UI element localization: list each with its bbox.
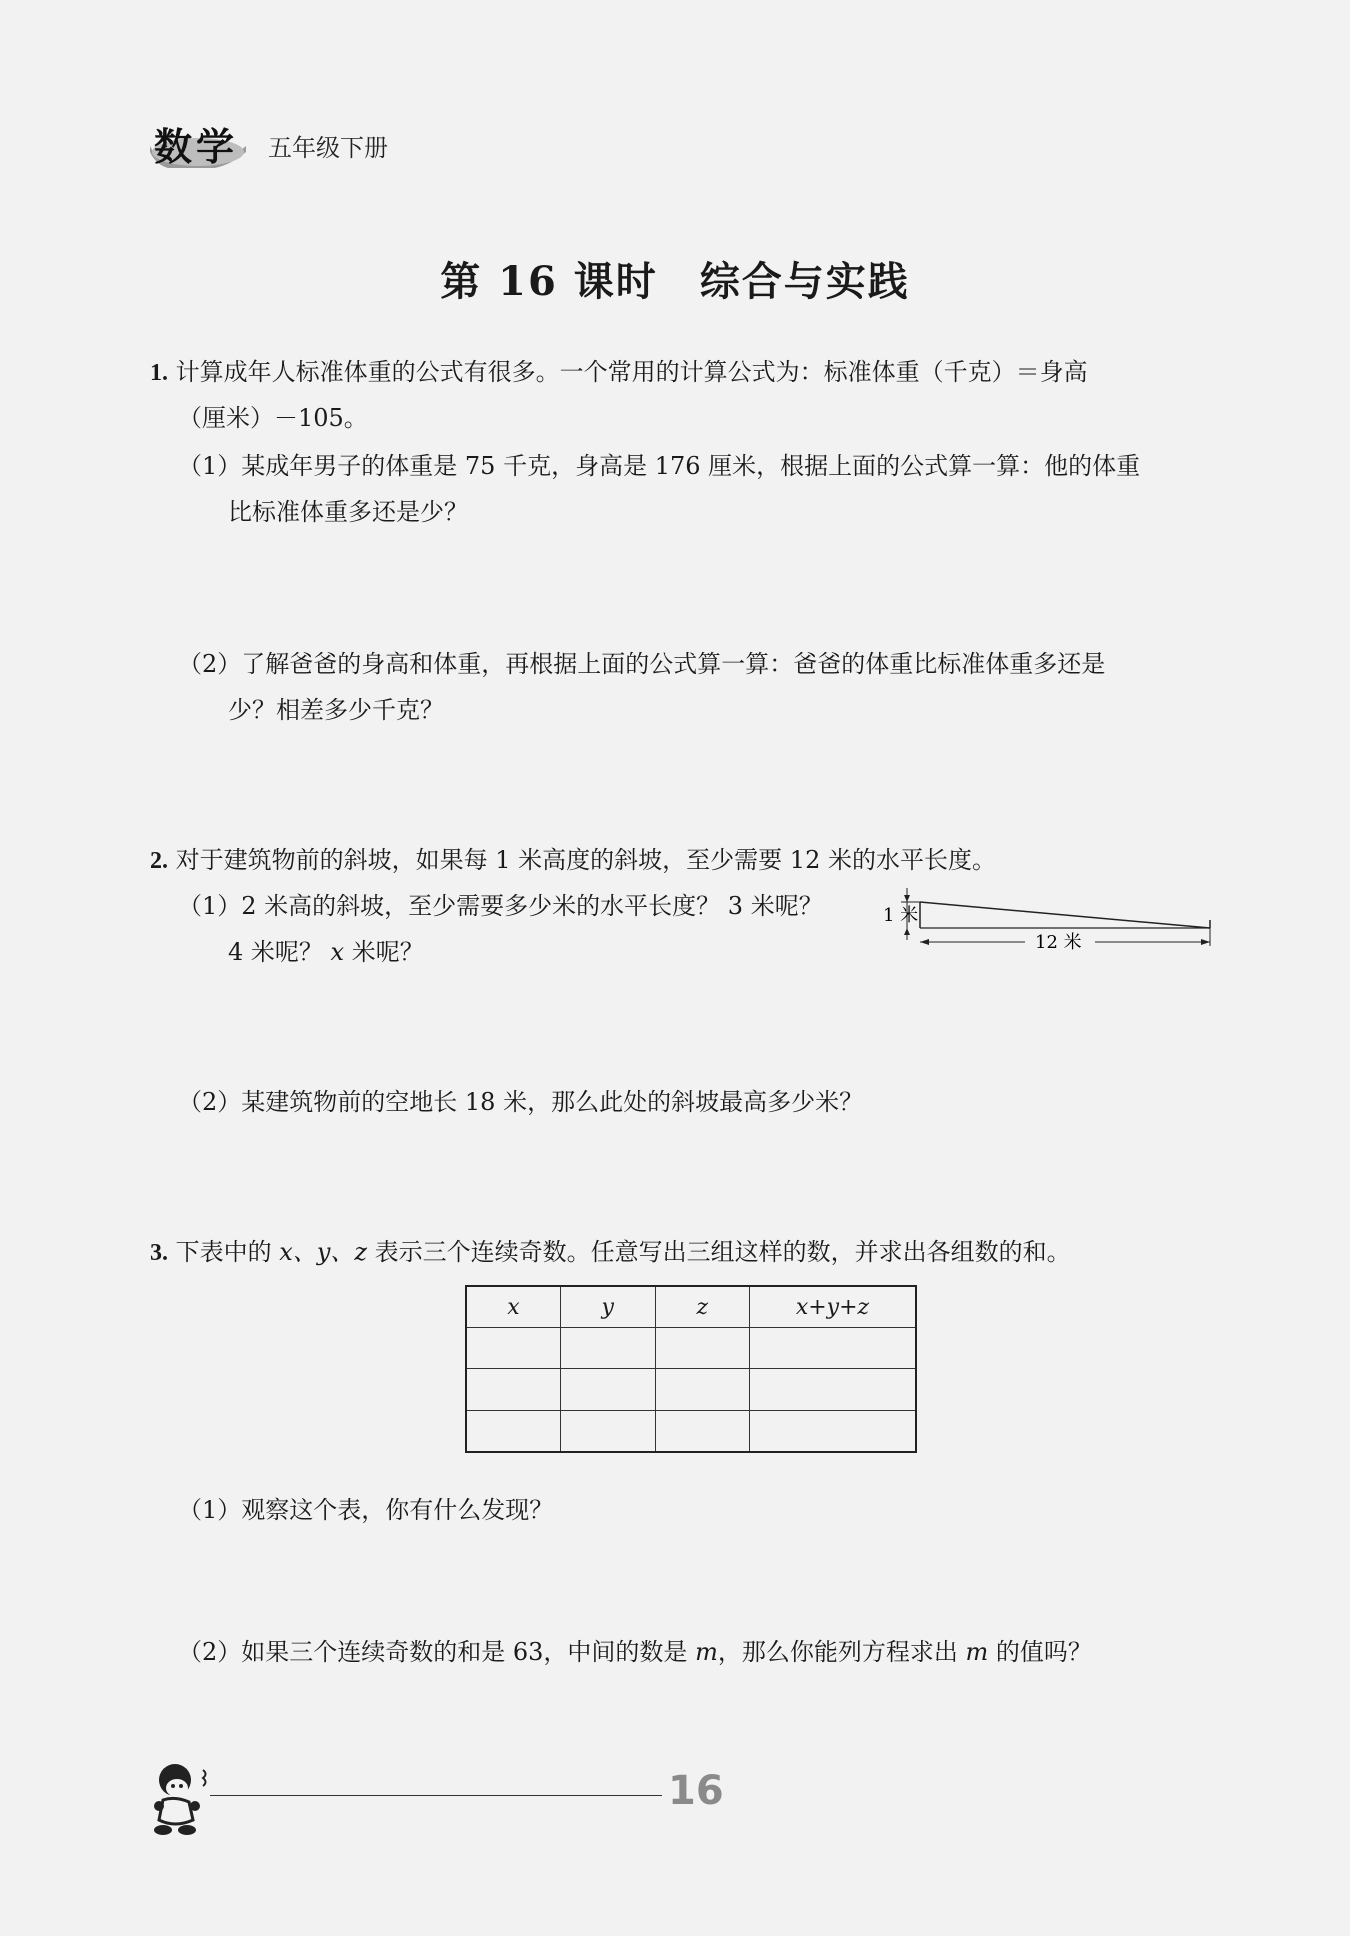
table-header-y: y [561,1286,656,1328]
q2-part1-text-a: 4 米呢？ [228,938,331,966]
table-cell[interactable] [750,1369,917,1410]
q3-variable-m: m [695,1638,718,1666]
table-cell[interactable] [466,1328,561,1369]
q2-variable-x: x [330,938,345,966]
table-cell[interactable] [466,1369,561,1410]
q2-number: 2. [150,848,168,874]
q3-number: 3. [150,1240,168,1266]
table-cell[interactable] [655,1369,750,1410]
q3-part2-text-c: 的值吗？ [988,1638,1092,1666]
subject-title: 数学 [154,125,239,169]
lesson-title: 第 16 课时 综合与实践 [440,258,910,305]
table-cell[interactable] [561,1410,656,1452]
table-row [466,1328,916,1369]
mascot-icon [145,1758,215,1838]
slope-length-label: 12 米 [1035,932,1082,950]
table-header-z: z [655,1286,750,1328]
q3-line1 [150,1232,1071,1267]
q3-part2 [178,1632,1092,1667]
q1-part1-line2: 比标准体重多还是少？ [228,498,468,526]
table-cell[interactable] [561,1369,656,1410]
q2-part1-text-b: 米呢？ [344,938,424,966]
table-cell[interactable] [655,1328,750,1369]
page-number: 16 [668,1768,724,1814]
odd-numbers-table [465,1285,917,1453]
table-row [466,1369,916,1410]
table-header-x: x [466,1286,561,1328]
grade-label: 五年级下册 [268,134,388,162]
table-cell[interactable] [466,1410,561,1452]
q3-text-b: 表示三个连续奇数。任意写出三组这样的数，并求出各组数的和。 [367,1238,1071,1266]
q3-text-a: 下表中的 [175,1238,280,1266]
q2-part1-line1: （1）2 米高的斜坡，至少需要多少米的水平长度？ 3 米呢？ [178,892,823,920]
table-cell[interactable] [655,1410,750,1452]
q1-text-line2: （厘米）－105。 [178,404,368,432]
table-header-row [466,1286,916,1328]
page-header [150,112,450,172]
q3-variables: x、y、z [279,1238,368,1266]
q1-part2-line1: （2）了解爸爸的身高和体重，再根据上面的公式算一算：爸爸的体重比标准体重多还是 [178,650,1106,678]
slope-diagram [875,880,1215,950]
table-row [466,1410,916,1452]
q2-text: 对于建筑物前的斜坡，如果每 1 米高度的斜坡，至少需要 12 米的水平长度。 [175,846,996,874]
q1-line1 [150,352,1088,387]
footer-rule [210,1795,662,1796]
q1-number: 1. [150,360,168,386]
q3-part1: （1）观察这个表，你有什么发现？ [178,1496,554,1524]
slope-height-label: 1 米 [883,905,919,926]
q2-line1 [150,840,996,875]
q1-part1-line1: （1）某成年男子的体重是 75 千克，身高是 176 厘米，根据上面的公式算一算：他的体重 [178,452,1141,480]
q3-part2-text-a: （2）如果三个连续奇数的和是 63，中间的数是 [178,1638,696,1666]
q3-variable-m-2: m [965,1638,989,1666]
q1-part2-line2: 少？相差多少千克？ [228,696,444,724]
q2-part1-line2 [228,932,424,967]
table-cell[interactable] [750,1410,917,1452]
table-cell[interactable] [561,1328,656,1369]
q3-part2-text-b: ，那么你能列方程求出 [717,1638,966,1666]
q1-text-line1: 计算成年人标准体重的公式有很多。一个常用的计算公式为：标准体重（千克）＝身高 [175,358,1088,386]
q2-part2: （2）某建筑物前的空地长 18 米，那么此处的斜坡最高多少米？ [178,1088,864,1116]
table-cell[interactable] [750,1328,917,1369]
table-header-sum: x+y+z [750,1286,917,1328]
